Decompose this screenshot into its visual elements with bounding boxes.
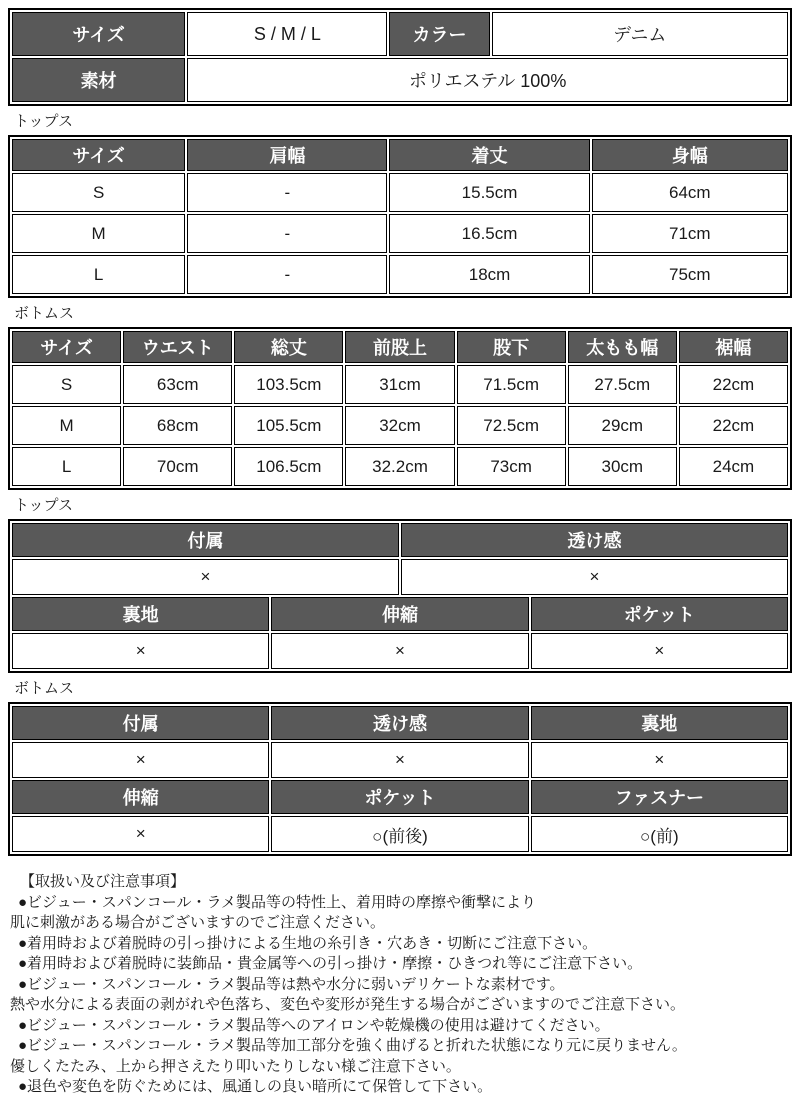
- table-row: [12, 365, 788, 404]
- material-header-cell: 素材: [12, 58, 185, 102]
- material-value: ポリエステル 100%: [187, 58, 788, 102]
- size-cell: M: [12, 406, 121, 445]
- note-line: ●ビジュー・スパンコール・ラメ製品等加工部分を強く曲げると折れた状態になり元に戻りません。: [18, 1037, 687, 1054]
- measurement-cell: 32.2cm: [345, 447, 454, 486]
- header-accessories: 付属: [12, 523, 399, 557]
- header-inseam: 股下: [457, 331, 566, 363]
- measurement-cell: 72.5cm: [457, 406, 566, 445]
- measurement-cell: -: [187, 255, 387, 294]
- measurement-cell: 75cm: [592, 255, 788, 294]
- bottoms-measurements-table: [8, 327, 792, 490]
- header-length: 着丈: [389, 139, 589, 171]
- header-size: サイズ: [12, 331, 121, 363]
- header-stretch: 伸縮: [271, 597, 528, 631]
- header-shoulder-width: 肩幅: [187, 139, 387, 171]
- measurement-cell: 18cm: [389, 255, 589, 294]
- measurement-cell: 70cm: [123, 447, 232, 486]
- attribute-value: ×: [531, 633, 788, 669]
- measurement-cell: 32cm: [345, 406, 454, 445]
- measurement-cell: 63cm: [123, 365, 232, 404]
- size-cell: S: [12, 173, 185, 212]
- size-cell: S: [12, 365, 121, 404]
- notes-title: 【取扱い及び注意事項】: [20, 873, 186, 890]
- note-line: 優しくたたみ、上から押さえたり叩いたりしない様ご注意下さい。: [10, 1057, 461, 1075]
- measurement-cell: 15.5cm: [389, 173, 589, 212]
- table-header-row: [12, 780, 788, 814]
- table-row: [12, 214, 788, 253]
- measurement-cell: 24cm: [679, 447, 788, 486]
- note-line: ●ビジュー・スパンコール・ラメ製品等は熱や水分に弱いデリケートな素材です。: [18, 975, 565, 993]
- product-info-table: [8, 8, 792, 106]
- section-label-tops: トップス: [14, 113, 73, 130]
- header-front-rise: 前股上: [345, 331, 454, 363]
- header-lining: 裏地: [531, 706, 788, 740]
- measurement-cell: 73cm: [457, 447, 566, 486]
- table-row: [12, 742, 788, 778]
- table-row: [12, 559, 788, 595]
- note-line: ●ビジュー・スパンコール・ラメ製品等の特性上、着用時の摩擦や衝撃により: [18, 893, 537, 911]
- note-line: ●退色や変色を防ぐためには、風通しの良い暗所にて保管して下さい。: [18, 1078, 493, 1095]
- attribute-value: ×: [271, 633, 528, 669]
- measurement-cell: 22cm: [679, 406, 788, 445]
- handling-notes: [10, 872, 792, 1098]
- measurement-cell: 64cm: [592, 173, 788, 212]
- attribute-value: ○(前): [531, 816, 788, 852]
- measurement-cell: 30cm: [568, 447, 677, 486]
- note-line: 熱や水分による表面の剥がれや色落ち、変色や変形が発生する場合がございますのでご注意下さい。: [10, 996, 686, 1013]
- attribute-value: ×: [271, 742, 528, 778]
- tops-attributes-table: [8, 519, 792, 673]
- attribute-value: ×: [12, 559, 399, 595]
- measurement-cell: 27.5cm: [568, 365, 677, 404]
- header-total-length: 総丈: [234, 331, 343, 363]
- table-header-row: [12, 597, 788, 631]
- measurement-cell: 105.5cm: [234, 406, 343, 445]
- measurement-cell: -: [187, 214, 387, 253]
- section-label-bottoms-attributes: ボトムス: [14, 680, 75, 697]
- attribute-value: ×: [401, 559, 788, 595]
- note-line: ●着用時および着脱時に装飾品・貴金属等への引っ掛け・摩擦・ひきつれ等にご注意下さい。: [18, 955, 643, 972]
- measurement-cell: 31cm: [345, 365, 454, 404]
- size-cell: L: [12, 255, 185, 294]
- header-body-width: 身幅: [592, 139, 788, 171]
- bottoms-attributes-table: [8, 702, 792, 856]
- attribute-value: ×: [12, 816, 269, 852]
- header-waist: ウエスト: [123, 331, 232, 363]
- table-row: [12, 255, 788, 294]
- measurement-cell: 71.5cm: [457, 365, 566, 404]
- section-label-tops-attributes: トップス: [14, 497, 73, 514]
- note-line: ●ビジュー・スパンコール・ラメ製品等へのアイロンや乾燥機の使用は避けてください。: [18, 1016, 610, 1034]
- tops-measurements-table: [8, 135, 792, 298]
- attribute-value: ×: [12, 742, 269, 778]
- size-cell: M: [12, 214, 185, 253]
- table-row: [12, 173, 788, 212]
- section-label-bottoms: ボトムス: [14, 305, 75, 322]
- table-header-row: [12, 523, 788, 557]
- size-cell: L: [12, 447, 121, 486]
- header-zipper: ファスナー: [531, 780, 788, 814]
- header-thigh-width: 太もも幅: [568, 331, 677, 363]
- note-line: 肌に刺激がある場合がございますのでご注意ください。: [10, 914, 386, 931]
- table-row: [12, 58, 788, 102]
- header-accessories: 付属: [12, 706, 269, 740]
- attribute-value: ×: [531, 742, 788, 778]
- measurement-cell: 29cm: [568, 406, 677, 445]
- measurement-cell: 68cm: [123, 406, 232, 445]
- table-header-row: [12, 139, 788, 171]
- header-hem-width: 裾幅: [679, 331, 788, 363]
- measurement-cell: 106.5cm: [234, 447, 343, 486]
- measurement-cell: -: [187, 173, 387, 212]
- color-header-cell: カラー: [389, 12, 489, 56]
- header-stretch: 伸縮: [12, 780, 269, 814]
- table-header-row: [12, 706, 788, 740]
- attribute-value: ×: [12, 633, 269, 669]
- header-sheerness: 透け感: [401, 523, 788, 557]
- attribute-value: ○(前後): [271, 816, 528, 852]
- header-size: サイズ: [12, 139, 185, 171]
- header-lining: 裏地: [12, 597, 269, 631]
- measurement-cell: 71cm: [592, 214, 788, 253]
- header-sheerness: 透け感: [271, 706, 528, 740]
- header-pocket: ポケット: [531, 597, 788, 631]
- measurement-cell: 22cm: [679, 365, 788, 404]
- header-pocket: ポケット: [271, 780, 528, 814]
- table-row: [12, 633, 788, 669]
- table-header-row: [12, 331, 788, 363]
- measurement-cell: 103.5cm: [234, 365, 343, 404]
- table-row: [12, 816, 788, 852]
- table-row: [12, 12, 788, 56]
- measurement-cell: 16.5cm: [389, 214, 589, 253]
- size-header-cell: サイズ: [12, 12, 185, 56]
- table-row: [12, 406, 788, 445]
- note-line: ●着用時および着脱時の引っ掛けによる生地の糸引き・穴あき・切断にご注意下さい。: [18, 934, 598, 952]
- color-value: デニム: [492, 12, 788, 56]
- table-row: [12, 447, 788, 486]
- size-value: S / M / L: [187, 12, 387, 56]
